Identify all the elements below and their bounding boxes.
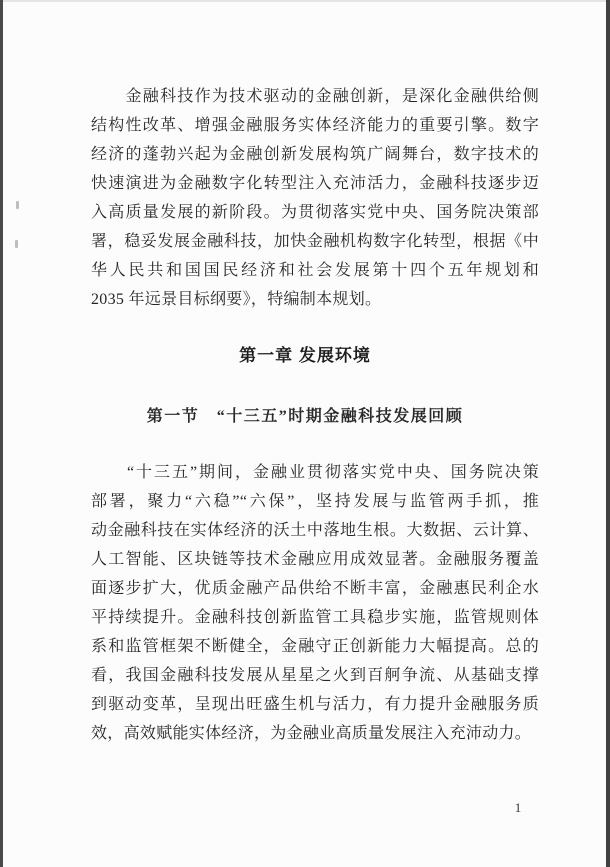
chapter-heading: 第一章 发展环境 xyxy=(239,346,371,365)
text-line: 看，我国金融科技发展从星星之火到百舸争流、从基础支撑 xyxy=(91,667,539,684)
text-line: 华人民共和国国民经济和社会发展第十四个五年规划和 xyxy=(91,262,539,279)
page-number: 1 xyxy=(514,800,522,815)
text-line: 到驱动变革，呈现出旺盛生机与活力，有力提升金融服务质 xyxy=(91,696,539,713)
text-line: 人工智能、区块链等技术金融应用成效显著。金融服务覆盖 xyxy=(91,551,539,568)
text-line: 金融科技作为技术驱动的金融创新，是深化金融供给侧 xyxy=(91,88,539,105)
section-heading: 第一节 “十三五”时期金融科技发展回顾 xyxy=(146,408,464,425)
text-line: 部署，聚力“六稳”“六保”，坚持发展与监管两手抓，推 xyxy=(91,493,539,510)
text-line: 结构性改革、增强金融服务实体经济能力的重要引擎。数字 xyxy=(91,117,539,134)
scan-edge-top xyxy=(0,0,610,2)
text-line: “十三五”期间，金融业贯彻落实党中央、国务院决策 xyxy=(91,464,539,481)
text-line: 动金融科技在实体经济的沃土中落地生根。大数据、云计算、 xyxy=(91,522,539,539)
scan-artifact xyxy=(16,201,19,209)
text-line: 2035 年远景目标纲要》，特编制本规划。 xyxy=(91,291,382,308)
text-line: 效，高效赋能实体经济，为金融业高质量发展注入充沛动力。 xyxy=(91,725,532,742)
text-line: 入高质量发展的新阶段。为贯彻落实党中央、国务院决策部 xyxy=(91,204,539,221)
paragraph-review xyxy=(91,458,539,748)
scan-artifact xyxy=(15,240,18,248)
text-line: 系和监管框架不断健全，金融守正创新能力大幅提高。总的 xyxy=(91,638,539,655)
scan-edge-right xyxy=(606,0,610,867)
text-line: 快速演进为金融数字化转型注入充沛活力，金融科技逐步迈 xyxy=(91,175,539,192)
text-line: 经济的蓬勃兴起为金融创新发展构筑广阔舞台，数字技术的 xyxy=(91,146,539,163)
text-line: 署，稳妥发展金融科技，加快金融机构数字化转型，根据《中 xyxy=(91,233,539,250)
paragraph-intro xyxy=(91,82,539,314)
scan-edge-left xyxy=(0,0,3,867)
text-line: 面逐步扩大，优质金融产品供给不断丰富，金融惠民利企水 xyxy=(91,580,539,597)
text-line: 平持续提升。金融科技创新监管工具稳步实施，监管规则体 xyxy=(91,609,539,626)
